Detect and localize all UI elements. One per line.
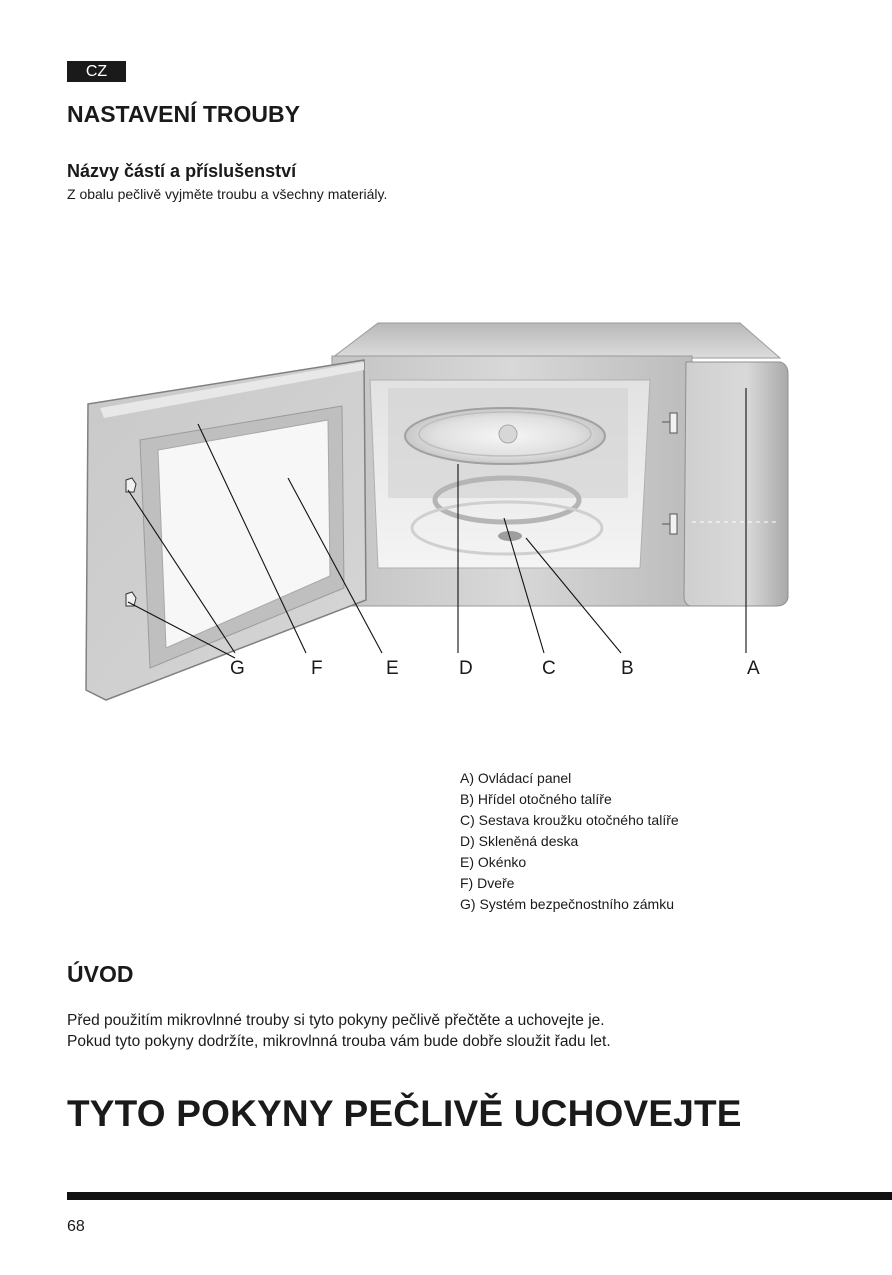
diagram-label-b: B bbox=[621, 658, 634, 679]
parts-list-item: A) Ovládací panel bbox=[460, 770, 572, 786]
diagram-label-f: F bbox=[311, 658, 323, 679]
language-badge: CZ bbox=[67, 61, 126, 82]
parts-list-item: B) Hřídel otočného talíře bbox=[460, 791, 612, 807]
parts-list-item: C) Sestava kroužku otočného talíře bbox=[460, 812, 679, 828]
diagram-label-d: D bbox=[459, 658, 473, 679]
section-title-setup: NASTAVENÍ TROUBY bbox=[67, 101, 300, 127]
section-subtitle-parts: Názvy částí a příslušenství bbox=[67, 161, 297, 181]
diagram-label-g: G bbox=[230, 658, 245, 679]
parts-list-item: F) Dveře bbox=[460, 875, 515, 891]
page-number: 68 bbox=[67, 1218, 85, 1235]
diagram-label-a: A bbox=[747, 658, 760, 679]
parts-list bbox=[460, 768, 679, 915]
intro-line: Pokud tyto pokyny dodržíte, mikrovlnná trouba vám bude dobře sloužit řadu let. bbox=[67, 1033, 611, 1050]
intro-paragraph bbox=[67, 1010, 611, 1052]
oven-top bbox=[332, 323, 780, 358]
intro-line: Před použitím mikrovlnné trouby si tyto pokyny pečlivě přečtěte a uchovejte je. bbox=[67, 1012, 605, 1029]
parts-list-item: G) Systém bezpečnostního zámku bbox=[460, 896, 674, 912]
keep-instructions-headline: TYTO POKYNY PEČLIVĚ UCHOVEJTE bbox=[67, 1093, 742, 1134]
control-panel bbox=[684, 362, 788, 606]
footer-rule bbox=[67, 1192, 892, 1200]
lock-slot-upper bbox=[670, 413, 677, 433]
diagram-label-c: C bbox=[542, 658, 556, 679]
lock-slot-lower bbox=[670, 514, 677, 534]
section-title-intro: ÚVOD bbox=[67, 961, 134, 987]
microwave-diagram bbox=[80, 318, 892, 708]
unpack-instruction: Z obalu pečlivě vyjměte troubu a všechny materiály. bbox=[67, 186, 388, 202]
parts-list-item: E) Okénko bbox=[460, 854, 527, 870]
diagram-label-e: E bbox=[386, 658, 399, 679]
parts-list-item: D) Skleněná deska bbox=[460, 833, 579, 849]
